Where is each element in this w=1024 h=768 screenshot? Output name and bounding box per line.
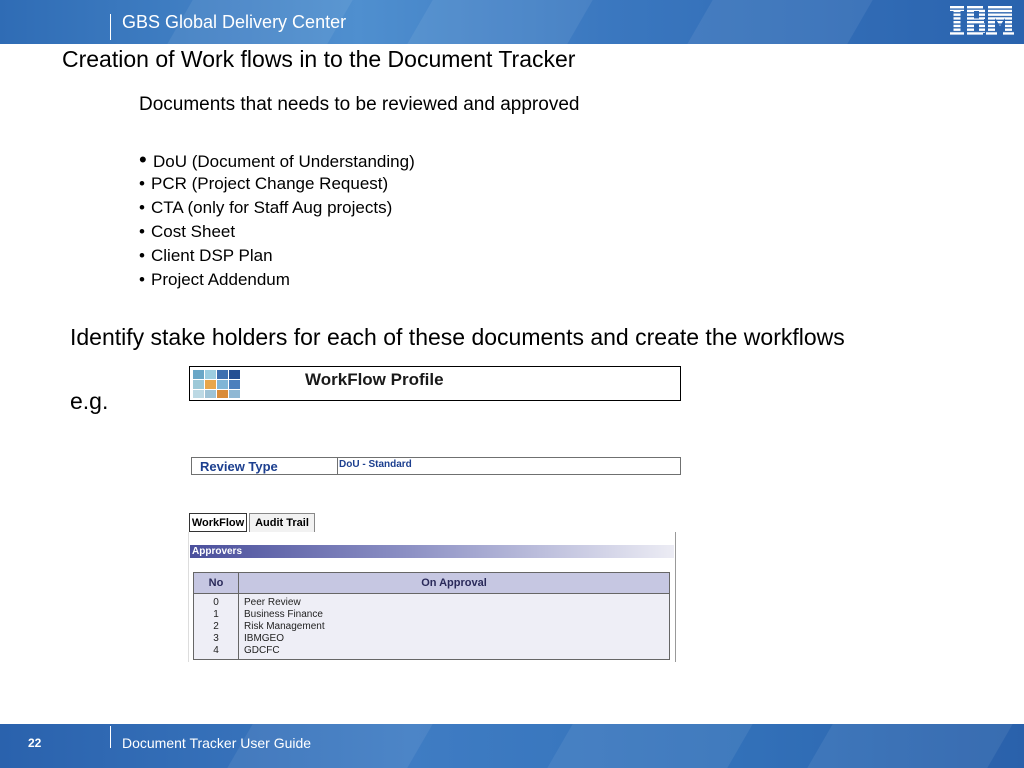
list-item <box>139 220 415 244</box>
approvers-section-header <box>190 545 674 558</box>
header-stripe <box>407 0 592 44</box>
footer-divider <box>110 726 111 748</box>
ibm-logo-icon <box>948 6 1014 36</box>
footer-document-title: Document Tracker User Guide <box>122 735 312 751</box>
bullet-icon: • <box>139 246 145 265</box>
tab-audit-trail[interactable]: Audit Trail <box>249 513 315 532</box>
review-type-divider <box>337 458 338 474</box>
bullet-icon: • <box>139 222 145 241</box>
approver-name: Peer Review <box>244 597 301 608</box>
list-item-text: PCR (Project Change Request) <box>151 174 389 193</box>
table-row <box>194 597 669 609</box>
app-logo-icon <box>193 370 243 398</box>
list-item-text: DoU (Document of Understanding) <box>153 152 415 171</box>
approver-name: GDCFC <box>244 645 280 656</box>
page-number: 22 <box>28 736 42 750</box>
approver-number: 4 <box>213 645 219 656</box>
approvers-title: Approvers <box>192 546 243 557</box>
footer-band <box>0 724 1024 768</box>
list-item <box>139 268 415 292</box>
header-band <box>0 0 1024 44</box>
slide-title: Creation of Work flows in to the Document Tracker <box>62 46 576 72</box>
column-header-no: No <box>194 573 239 593</box>
header-divider <box>110 14 111 40</box>
approver-number: 3 <box>213 633 219 644</box>
list-item <box>139 148 415 172</box>
approvers-table <box>193 572 670 660</box>
list-item <box>139 196 415 220</box>
table-row <box>194 645 669 657</box>
footer-stripe <box>807 724 1012 768</box>
approver-name: IBMGEO <box>244 633 285 644</box>
tab-workflow[interactable]: WorkFlow <box>189 513 247 532</box>
approver-number: 2 <box>213 621 219 632</box>
header-stripe <box>687 0 872 44</box>
document-list <box>139 148 415 292</box>
example-label: e.g. <box>70 388 109 414</box>
footer-stripe <box>547 724 752 768</box>
review-type-row <box>191 457 681 475</box>
workflow-profile-title: WorkFlow Profile <box>305 370 444 389</box>
bullet-icon: • <box>139 270 145 289</box>
workflow-profile-header <box>189 366 681 401</box>
list-item-text: Cost Sheet <box>151 222 236 241</box>
table-header <box>194 573 669 594</box>
bullet-icon: • <box>139 147 147 172</box>
list-item <box>139 244 415 268</box>
table-row <box>194 609 669 621</box>
review-type-value: DoU - Standard <box>339 459 412 470</box>
identify-stakeholders-text: Identify stake holders for each of these documents and create the workflows <box>70 324 845 350</box>
documents-subhead: Documents that needs to be reviewed and approved <box>139 94 580 115</box>
approver-number: 0 <box>213 597 219 608</box>
approver-name: Business Finance <box>244 609 323 620</box>
list-item-text: Client DSP Plan <box>151 246 273 265</box>
approver-name: Risk Management <box>244 621 325 632</box>
column-header-on-approval: On Approval <box>421 577 487 589</box>
table-row <box>194 621 669 633</box>
table-row <box>194 633 669 645</box>
bullet-icon: • <box>139 174 145 193</box>
list-item <box>139 172 415 196</box>
table-body <box>194 594 669 659</box>
header-title: GBS Global Delivery Center <box>122 12 347 32</box>
list-item-text: Project Addendum <box>151 270 290 289</box>
list-item-text: CTA (only for Staff Aug projects) <box>151 198 393 217</box>
bullet-icon: • <box>139 198 145 217</box>
review-type-label: Review Type <box>200 459 278 474</box>
approver-number: 1 <box>213 609 219 620</box>
